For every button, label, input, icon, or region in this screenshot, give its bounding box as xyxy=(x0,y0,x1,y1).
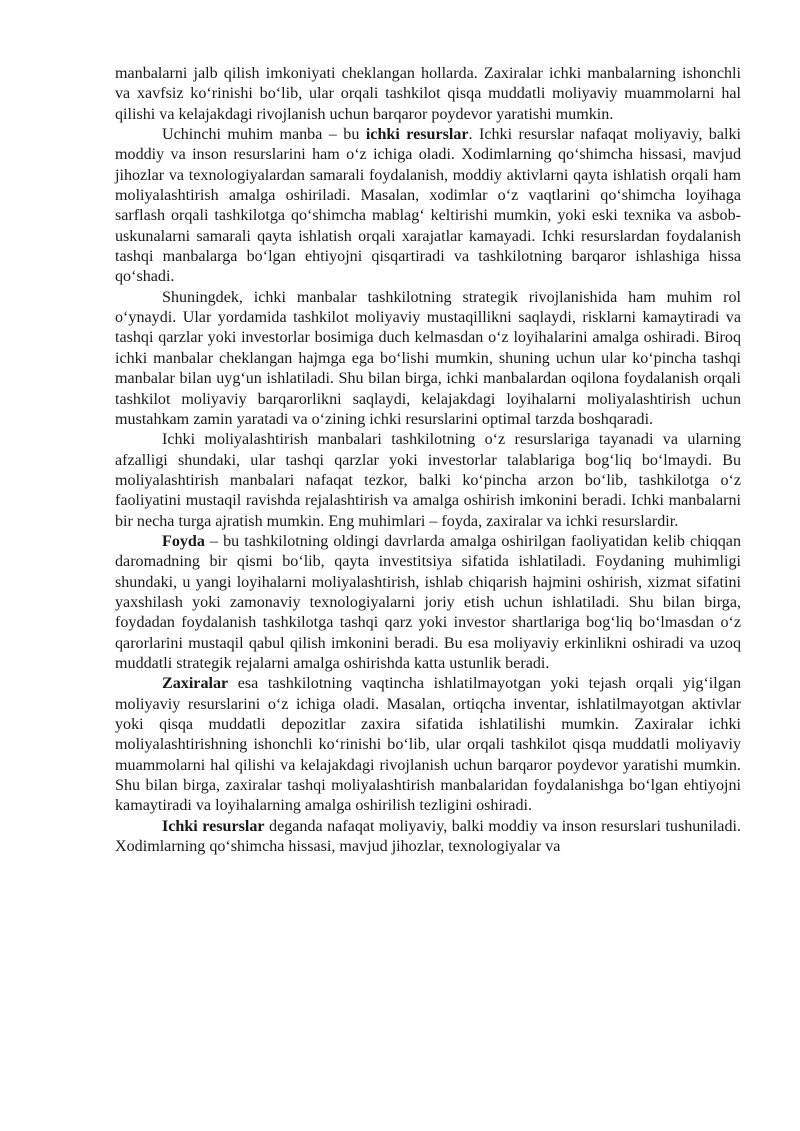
bold-term-reserves: Zaxiralar xyxy=(162,675,229,693)
paragraph-text: esa tashkilotning vaqtincha ishlatilmayotgan yoki tejash orqali yig‘ilgan moliyaviy resurslarini o‘z ichiga oladi. Masalan, ortiqcha inventar, ishlatilmayotgan aktivlar yoki qisqa muddatli depozitlar zaxira sifatida ishlatilishi mumkin. Zaxiralar ichki moliyalashtirishning ishonchli ko‘rinishi bo‘lib, ular orqali tashkilot qisqa muddatli moliyaviy muammolarni hal qilishi va kelajakdagi rivojlanish uchun barqaror poydevor yaratishi mumkin. Shu bilan birga, zaxiralar tashqi moliyalashtirish manbalaridan foydalanishga bo‘lgan ehtiyojni kamaytiradi va loyihalarning amalga oshirilish tezligini oshiradi. xyxy=(115,675,741,815)
paragraph-reserves xyxy=(115,674,741,816)
paragraph-internal-financing-sources xyxy=(115,430,741,532)
paragraph-strategic-role xyxy=(115,288,741,430)
paragraph-text: manbalarni jalb qilish imkoniyati cheklangan hollarda. Zaxiralar ichki manbalarning ishonchli va xavfsiz ko‘rinishi bo‘lib, ular orqali tashkilot qisqa muddatli moliyaviy muammolarni hal qilishi va kelajakdagi rivojlanish uchun barqaror poydevor yaratishi mumkin. xyxy=(115,65,741,123)
paragraph-text: deganda nafaqat moliyaviy, balki moddiy va inson resurslari tushuniladi. Xodimlarning qo‘shimcha hissasi, mavjud jihozlar, texnologiyalar va xyxy=(115,817,741,856)
bold-term-profit: Foyda xyxy=(162,532,205,550)
bold-term-internal-resources-2: Ichki resurslar xyxy=(162,817,265,835)
paragraph-text: – bu tashkilotning oldingi davrlarda amalga oshirilgan faoliyatidan kelib chiqqan daromadning bir qismi bo‘lib, qayta investitsiya sifatida ishlatiladi. Foydaning muhimligi shundaki, u yangi loyihalarni moliyalashtirish, ishlab chiqarish hajmini oshirish, xizmat sifatini yaxshilash yoki zamonaviy texnologiyalarni joriy etish uchun ishlatiladi. Shu bilan birga, foydadan foydalanish tashkilotga tashqi qarz yoki investor shartlariga bog‘liq bo‘lmasdan o‘z qarorlarini mustaqil qabul qilish imkonini beradi. Bu esa moliyaviy erkinlikni oshiradi va uzoq muddatli strategik rejalarni amalga oshirishda katta ustunlik beradi. xyxy=(115,532,741,672)
paragraph-text: Ichki moliyalashtirish manbalari tashkilotning o‘z resurslariga tayanadi va ularning afzalligi shundaki, ular tashqi qarzlar yoki investorlar talablariga bog‘liq bo‘lmaydi. Bu moliyalashtirish manbalari nafaqat tezkor, balki ko‘pincha arzon bo‘lib, tashkilotga o‘z faoliyatini mustaqil ravishda rejalashtirish va amalga oshirish imkonini beradi. Ichki manbalarni bir necha turga ajratish mumkin. Eng muhimlari – foyda, zaxiralar va ichki resurslardir. xyxy=(115,431,741,530)
document-page xyxy=(115,64,741,857)
paragraph-text: Uchinchi muhim manba – bu xyxy=(162,126,366,144)
bold-term-internal-resources: ichki resurslar xyxy=(365,126,469,144)
paragraph-reserves-intro-continued xyxy=(115,64,741,125)
paragraph-profit xyxy=(115,532,741,674)
paragraph-text: Shuningdek, ichki manbalar tashkilotning strategik rivojlanishida ham muhim rol o‘ynaydi. Ular yordamida tashkilot moliyaviy mustaqillikni saqlaydi, risklarni kamaytiradi va tashqi qarzlar yoki investorlar bosimiga duch kelmasdan o‘z loyihalarini amalga oshiradi. Biroq ichki manbalar cheklangan hajmga ega bo‘lishi mumkin, shuning uchun ular ko‘pincha tashqi manbalar bilan uyg‘un ishlatiladi. Shu bilan birga, ichki manbalardan oqilona foydalanish orqali tashkilot moliyaviy barqarorlikni saqlaydi, kelajakdagi loyihalarni moliyalashtirish uchun mustahkam zamin yaratadi va o‘zining ichki resurslarini optimal tarzda boshqaradi. xyxy=(115,288,741,428)
paragraph-text: . Ichki resurslar nafaqat moliyaviy, balki moddiy va inson resurslarini ham o‘z ichiga oladi. Xodimlarning qo‘shimcha hissasi, mavjud jihozlar va texnologiyalardan samarali foydalanish, moddiy aktivlarni qayta ishlatish orqali ham moliyalashtirish amalga oshiriladi. Masalan, xodimlar o‘z vaqtlarini qo‘shimcha loyihaga sarflash orqali tashkilotga qo‘shimcha mablag‘ keltirishi mumkin, yoki eski texnika va asbob-uskunalarni samarali qayta ishlatish orqali xarajatlar kamayadi. Ichki resurslardan foydalanish tashqi manbalarga bo‘lgan ehtiyojni qisqartiradi va tashkilotning barqaror ishlashiga hissa qo‘shadi. xyxy=(115,126,741,286)
paragraph-internal-resources-definition xyxy=(115,817,741,858)
paragraph-internal-resources xyxy=(115,125,741,288)
